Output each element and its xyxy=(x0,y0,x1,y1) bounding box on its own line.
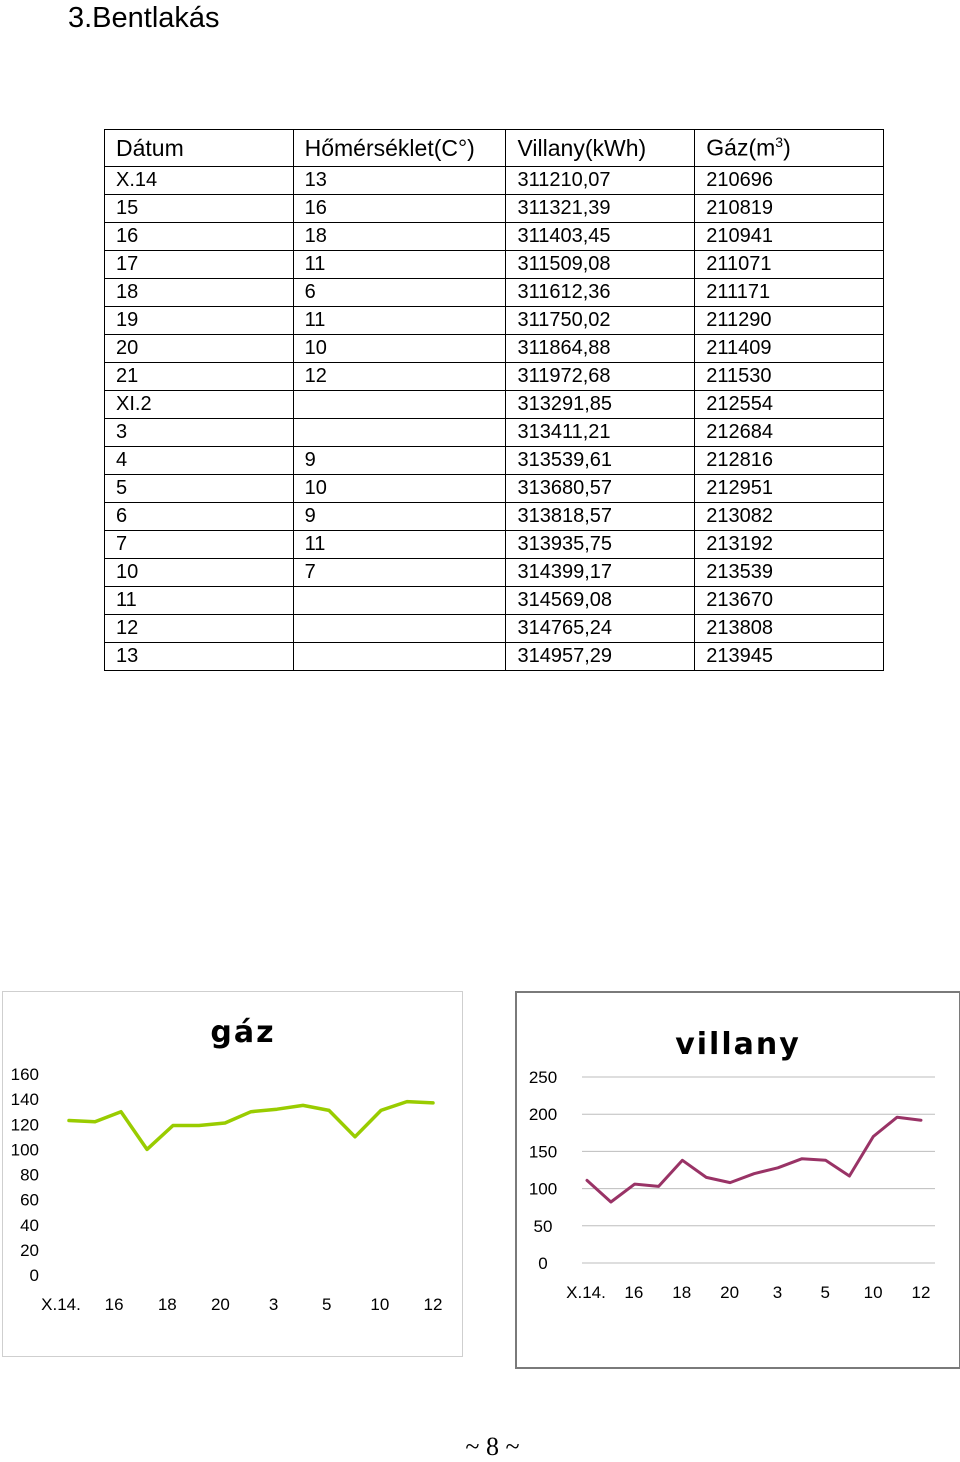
table-row xyxy=(105,335,884,363)
cell-date: 12 xyxy=(105,615,294,643)
y-tick-label: 120 xyxy=(10,1115,39,1135)
gas-header-close: ) xyxy=(783,134,791,161)
cell-temperature: 12 xyxy=(293,363,506,391)
cell-temperature: 11 xyxy=(293,307,506,335)
cell-date: X.14 xyxy=(105,167,294,195)
cell-electricity: 311612,36 xyxy=(506,279,695,307)
cell-electricity: 311210,07 xyxy=(506,167,695,195)
cell-temperature: 13 xyxy=(293,167,506,195)
y-tick-label: 150 xyxy=(528,1142,558,1162)
table-row xyxy=(105,587,884,615)
y-tick-label: 100 xyxy=(10,1140,39,1160)
x-tick-label: 3 xyxy=(772,1283,783,1302)
table-row xyxy=(105,559,884,587)
cell-date: XI.2 xyxy=(105,391,294,419)
table-body xyxy=(105,167,884,671)
table-row xyxy=(105,531,884,559)
cell-temperature: 6 xyxy=(293,279,506,307)
cell-date: 3 xyxy=(105,419,294,447)
cell-electricity: 314765,24 xyxy=(506,615,695,643)
cell-temperature xyxy=(293,587,506,615)
gas-chart xyxy=(2,991,463,1357)
table-row xyxy=(105,643,884,671)
cell-gas: 213192 xyxy=(695,531,884,559)
electricity-chart xyxy=(515,991,960,1369)
y-tick-label: 20 xyxy=(20,1240,39,1260)
series-line xyxy=(587,1117,921,1202)
y-tick-label: 140 xyxy=(10,1090,39,1110)
cell-date: 19 xyxy=(105,307,294,335)
cell-date: 17 xyxy=(105,251,294,279)
y-tick-label: 100 xyxy=(528,1179,558,1199)
cell-temperature: 10 xyxy=(293,475,506,503)
cell-electricity: 313411,21 xyxy=(506,419,695,447)
table-row xyxy=(105,223,884,251)
cell-electricity: 313818,57 xyxy=(506,503,695,531)
cell-temperature xyxy=(293,615,506,643)
cell-date: 13 xyxy=(105,643,294,671)
cell-gas: 210696 xyxy=(695,167,884,195)
table-row xyxy=(105,447,884,475)
cell-gas: 211409 xyxy=(695,335,884,363)
cell-electricity: 311750,02 xyxy=(506,307,695,335)
gas-header-label: Gáz(m xyxy=(706,134,776,161)
cell-date: 6 xyxy=(105,503,294,531)
data-table xyxy=(104,129,884,671)
col-header-date: Dátum xyxy=(105,130,294,167)
cell-electricity: 313291,85 xyxy=(506,391,695,419)
cell-temperature: 9 xyxy=(293,447,506,475)
table-row xyxy=(105,279,884,307)
col-header-electricity: Villany(kWh) xyxy=(506,130,695,167)
cell-electricity: 311509,08 xyxy=(506,251,695,279)
cell-gas: 213082 xyxy=(695,503,884,531)
cell-gas: 213945 xyxy=(695,643,884,671)
chart-title: villany xyxy=(675,1027,801,1062)
cell-gas: 213670 xyxy=(695,587,884,615)
series-line xyxy=(69,1102,433,1150)
table-row xyxy=(105,475,884,503)
table-row xyxy=(105,615,884,643)
cell-date: 4 xyxy=(105,447,294,475)
y-tick-label: 200 xyxy=(528,1105,558,1125)
y-tick-label: 80 xyxy=(20,1165,39,1185)
cell-electricity: 311864,88 xyxy=(506,335,695,363)
cell-gas: 211071 xyxy=(695,251,884,279)
x-tick-label: 10 xyxy=(863,1283,883,1302)
page-heading: 3.Bentlakás xyxy=(68,2,220,34)
x-tick-label: X.14. xyxy=(566,1283,606,1302)
gas-header-superscript: 3 xyxy=(775,134,784,151)
x-tick-label: 3 xyxy=(268,1295,279,1314)
table-row xyxy=(105,503,884,531)
cell-gas: 212951 xyxy=(695,475,884,503)
cell-date: 15 xyxy=(105,195,294,223)
x-tick-label: X.14. xyxy=(41,1295,81,1314)
cell-electricity: 314569,08 xyxy=(506,587,695,615)
cell-temperature: 9 xyxy=(293,503,506,531)
x-tick-label: 12 xyxy=(423,1295,443,1314)
cell-electricity: 311403,45 xyxy=(506,223,695,251)
x-tick-label: 18 xyxy=(672,1283,692,1302)
table-header-row xyxy=(105,130,884,167)
cell-date: 18 xyxy=(105,279,294,307)
table-row xyxy=(105,251,884,279)
cell-gas: 211290 xyxy=(695,307,884,335)
cell-temperature: 10 xyxy=(293,335,506,363)
col-header-gas xyxy=(695,130,884,167)
cell-gas: 212554 xyxy=(695,391,884,419)
x-tick-label: 10 xyxy=(370,1295,390,1314)
cell-electricity: 313539,61 xyxy=(506,447,695,475)
cell-date: 16 xyxy=(105,223,294,251)
gas-chart-svg xyxy=(3,992,462,1356)
x-tick-label: 16 xyxy=(624,1283,644,1302)
cell-temperature: 11 xyxy=(293,251,506,279)
x-tick-label: 18 xyxy=(157,1295,177,1314)
cell-date: 7 xyxy=(105,531,294,559)
y-tick-label: 250 xyxy=(528,1068,558,1087)
cell-gas: 212684 xyxy=(695,419,884,447)
cell-gas: 211171 xyxy=(695,279,884,307)
y-tick-label: 40 xyxy=(20,1215,39,1235)
y-tick-label: 60 xyxy=(20,1190,39,1210)
cell-electricity: 314399,17 xyxy=(506,559,695,587)
col-header-temperature: Hőmérséklet(C°) xyxy=(293,130,506,167)
cell-gas: 210819 xyxy=(695,195,884,223)
cell-temperature: 18 xyxy=(293,223,506,251)
table-row xyxy=(105,307,884,335)
cell-temperature: 11 xyxy=(293,531,506,559)
table-row xyxy=(105,195,884,223)
cell-gas: 213808 xyxy=(695,615,884,643)
cell-date: 11 xyxy=(105,587,294,615)
cell-electricity: 311972,68 xyxy=(506,363,695,391)
x-tick-label: 20 xyxy=(210,1295,230,1314)
cell-temperature xyxy=(293,419,506,447)
cell-date: 20 xyxy=(105,335,294,363)
x-tick-label: 5 xyxy=(820,1283,831,1302)
page-number: ~ 8 ~ xyxy=(465,1432,520,1461)
cell-temperature: 7 xyxy=(293,559,506,587)
cell-gas: 212816 xyxy=(695,447,884,475)
cell-temperature: 16 xyxy=(293,195,506,223)
cell-temperature xyxy=(293,391,506,419)
y-tick-label: 160 xyxy=(10,1065,39,1084)
cell-electricity: 313935,75 xyxy=(506,531,695,559)
table-row xyxy=(105,391,884,419)
cell-temperature xyxy=(293,643,506,671)
table-row xyxy=(105,419,884,447)
cell-electricity: 311321,39 xyxy=(506,195,695,223)
x-tick-label: 12 xyxy=(911,1283,931,1302)
cell-date: 5 xyxy=(105,475,294,503)
x-tick-label: 16 xyxy=(104,1295,124,1314)
electricity-chart-svg xyxy=(517,993,959,1367)
cell-gas: 210941 xyxy=(695,223,884,251)
cell-date: 10 xyxy=(105,559,294,587)
y-tick-label: 50 xyxy=(533,1216,553,1236)
cell-electricity: 314957,29 xyxy=(506,643,695,671)
x-tick-label: 20 xyxy=(720,1283,740,1302)
cell-gas: 211530 xyxy=(695,363,884,391)
y-tick-label: 0 xyxy=(538,1254,548,1273)
cell-gas: 213539 xyxy=(695,559,884,587)
chart-title: gáz xyxy=(210,1015,276,1050)
y-tick-label: 0 xyxy=(29,1266,39,1285)
table-row xyxy=(105,167,884,195)
x-tick-label: 5 xyxy=(321,1295,332,1314)
cell-date: 21 xyxy=(105,363,294,391)
table-row xyxy=(105,363,884,391)
cell-electricity: 313680,57 xyxy=(506,475,695,503)
